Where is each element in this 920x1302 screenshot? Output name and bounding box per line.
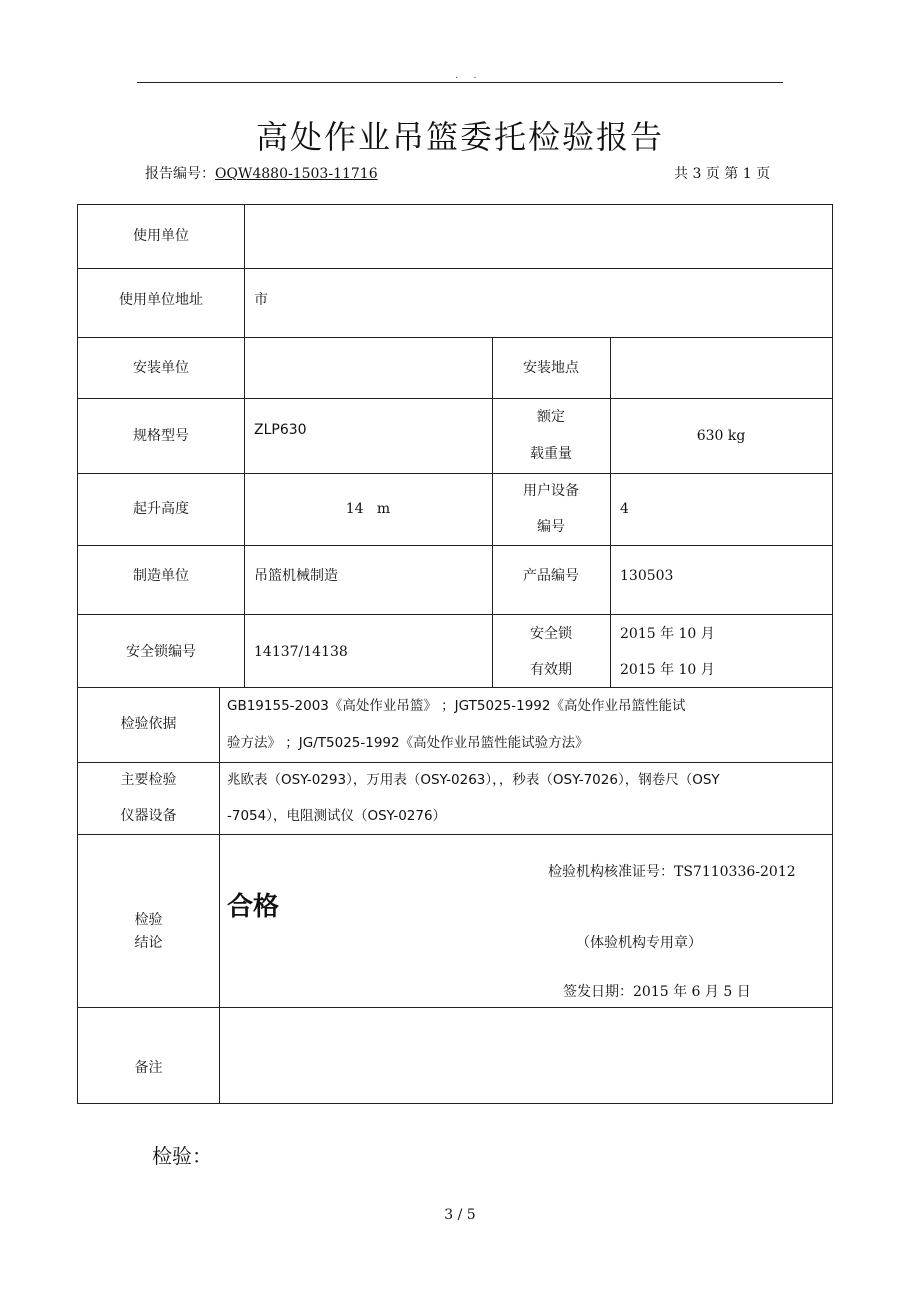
report-number-label: 报告编号： bbox=[145, 166, 215, 182]
page-number: 3 / 5 bbox=[444, 1207, 476, 1223]
document-title: 高处作业吊篮委托检验报告 bbox=[255, 118, 664, 156]
user-device-no-label-1: 用户设备 bbox=[523, 483, 579, 499]
page-count: 共 3 页 第 1 页 bbox=[674, 166, 771, 182]
instruments-label-2: 仪器设备 bbox=[120, 808, 177, 824]
safety-lock-validity-value-1: 2015 年 10 月 bbox=[620, 626, 715, 642]
conclusion-label-1: 检验 bbox=[134, 912, 163, 928]
inspector-label: 检验： bbox=[152, 1144, 212, 1168]
manufacturer-value: 吊篮机械制造 bbox=[254, 568, 338, 584]
safety-lock-no-label: 安全锁编号 bbox=[126, 644, 196, 660]
conclusion-result: 合格 bbox=[227, 892, 280, 922]
rated-load-label-1: 额定 bbox=[537, 409, 565, 425]
conclusion-label-2: 结论 bbox=[134, 935, 163, 951]
lift-height-value: 14 m bbox=[345, 501, 391, 517]
basis-line-2: 验方法》 ；JG/T5025-1992《高处作业吊篮性能试验方法》 bbox=[227, 735, 589, 751]
report-number-value: OQW4880-1503-11716 bbox=[215, 166, 378, 182]
header-dots: . . bbox=[455, 70, 483, 81]
header-rule bbox=[137, 82, 783, 83]
model-value: ZLP630 bbox=[254, 422, 307, 438]
install-location-label: 安装地点 bbox=[523, 360, 579, 376]
basis-label: 检验依据 bbox=[120, 716, 177, 732]
manufacturer-label: 制造单位 bbox=[133, 568, 189, 584]
report-number bbox=[145, 163, 378, 183]
instruments-line-2: -7054），电阻测试仪（OSY-0276） bbox=[227, 808, 447, 824]
product-no-value: 130503 bbox=[620, 568, 674, 584]
basis-line-1: GB19155-2003《高处作业吊篮》 ；JGT5025-1992《高处作业吊篮性能试 bbox=[227, 698, 686, 714]
model-label: 规格型号 bbox=[133, 428, 189, 444]
safety-lock-no-value: 14137/14138 bbox=[254, 644, 348, 660]
issue-date: 签发日期：2015 年 6 月 5 日 bbox=[563, 984, 751, 1000]
report-table bbox=[77, 204, 833, 1104]
product-no-label: 产品编号 bbox=[523, 568, 579, 584]
instruments-label-1: 主要检验 bbox=[120, 772, 177, 788]
user-address-value: 市 bbox=[254, 292, 268, 308]
install-unit-label: 安装单位 bbox=[133, 360, 189, 376]
user-address-label: 使用单位地址 bbox=[119, 292, 203, 308]
user-device-no-value: 4 bbox=[620, 501, 629, 517]
certification-number: 检验机构核准证号：TS7110336-2012 bbox=[548, 864, 796, 880]
user-device-no-label-2: 编号 bbox=[537, 519, 565, 535]
user-unit-label: 使用单位 bbox=[133, 228, 189, 244]
instruments-line-1: 兆欧表（OSY-0293），万用表（OSY-0263），，秒表（OSY-7026），钢卷尺（OSY bbox=[227, 772, 720, 788]
rated-load-label-2: 载重量 bbox=[530, 446, 572, 462]
safety-lock-validity-label-2: 有效期 bbox=[530, 662, 572, 678]
remarks-label: 备注 bbox=[134, 1060, 163, 1076]
safety-lock-validity-label-1: 安全锁 bbox=[530, 626, 572, 642]
lift-height-label: 起升高度 bbox=[133, 501, 189, 517]
rated-load-value: 630 kg bbox=[696, 428, 746, 444]
safety-lock-validity-value-2: 2015 年 10 月 bbox=[620, 662, 715, 678]
seal-text: （体验机构专用章） bbox=[576, 935, 702, 951]
